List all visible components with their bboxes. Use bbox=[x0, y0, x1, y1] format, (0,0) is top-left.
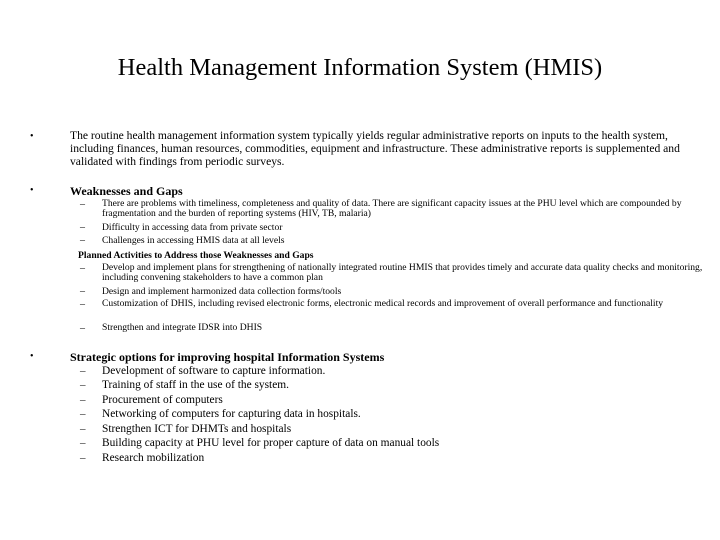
dash-marker: – bbox=[80, 452, 86, 464]
strategic-item: Development of software to capture information. bbox=[102, 365, 326, 377]
dash-marker: – bbox=[80, 299, 85, 310]
dash-marker: – bbox=[80, 286, 85, 297]
dash-marker: – bbox=[80, 199, 85, 210]
dash-marker: – bbox=[80, 408, 86, 420]
strategic-item: Strengthen ICT for DHMTs and hospitals bbox=[102, 423, 292, 435]
activity-item: Design and implement harmonized data collection forms/tools bbox=[102, 286, 342, 297]
dash-marker: – bbox=[80, 423, 86, 435]
slide-title: Health Management Information System (HMIS) bbox=[117, 54, 603, 81]
bullet-marker: • bbox=[30, 351, 34, 362]
dash-marker: – bbox=[80, 263, 85, 274]
weakness-item: Difficulty in accessing data from private sector bbox=[102, 222, 283, 233]
strategic-item: Research mobilization bbox=[102, 452, 205, 464]
strategic-item: Building capacity at PHU level for proper capture of data on manual tools bbox=[102, 437, 440, 449]
dash-marker: – bbox=[80, 379, 86, 391]
weakness-item: Challenges in accessing HMIS data at all levels bbox=[102, 235, 285, 246]
strategic-item: Training of staff in the use of the system. bbox=[102, 379, 289, 391]
dash-marker: – bbox=[80, 323, 85, 334]
strategic-item: Procurement of computers bbox=[102, 394, 223, 406]
dash-marker: – bbox=[80, 235, 85, 246]
dash-marker: – bbox=[80, 365, 86, 377]
strategic-heading: Strategic options for improving hospital Information Systems bbox=[70, 350, 385, 364]
dash-marker: – bbox=[80, 222, 85, 233]
activity-item: Strengthen and integrate IDSR into DHIS bbox=[102, 322, 263, 333]
activity-item: Customization of DHIS, including revised electronic forms, electronic medical records and improvement of overall performance and functionality bbox=[102, 298, 664, 309]
dash-marker: – bbox=[80, 394, 86, 406]
intro-paragraph: The routine health management information system typically yields regular administrative reports on inputs to the health system, including finances, human resources, commodities, equipment and infrastructure. These administrative reports is supplemented and validated with findings from periodic surveys. bbox=[70, 129, 680, 168]
bullet-marker: • bbox=[30, 131, 34, 142]
activities-heading: Planned Activities to Address those Weaknesses and Gaps bbox=[78, 250, 314, 261]
bullet-marker: • bbox=[30, 185, 34, 196]
dash-marker: – bbox=[80, 437, 86, 449]
weaknesses-heading: Weaknesses and Gaps bbox=[70, 184, 183, 198]
activity-item: Develop and implement plans for strengthening of nationally integrated routine HMIS that provides timely and accurate data quality checks and monitoring, including convening stakeholders to have a common plan bbox=[102, 262, 703, 283]
strategic-item: Networking of computers for capturing data in hospitals. bbox=[102, 408, 361, 420]
weakness-item: There are problems with timeliness, completeness and quality of data. There are significant capacity issues at the PHU level which are compounded by fragmentation and the burden of reporting systems (HIV, TB, malaria) bbox=[102, 198, 682, 219]
